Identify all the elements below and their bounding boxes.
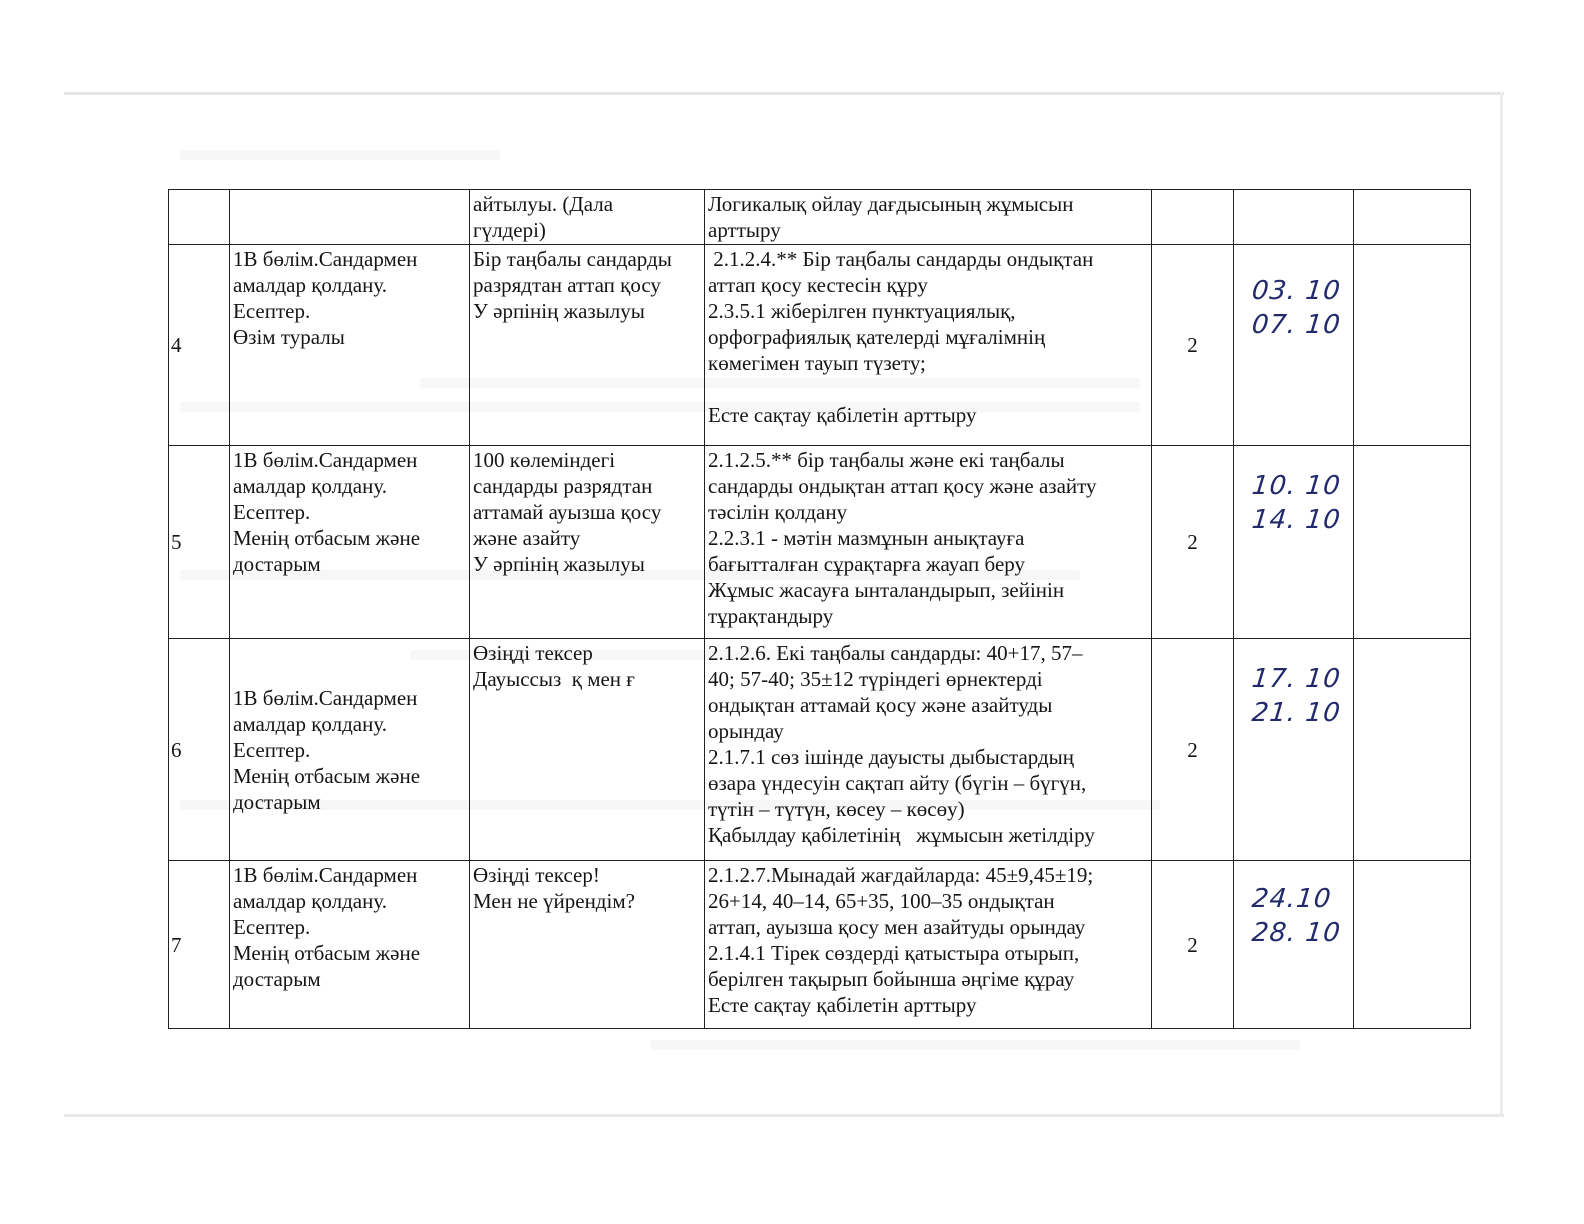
handwritten-date: 21. 10 <box>1250 698 1343 728</box>
section-cell: 1В бөлім.Сандармен амалдар қолдану. Есептер. Өзім туралы <box>230 245 470 446</box>
row-number <box>169 190 230 245</box>
table-row <box>169 245 1471 446</box>
handwritten-date: 28. 10 <box>1250 918 1343 948</box>
scan-edge-right <box>1500 92 1503 1117</box>
dates-cell <box>1234 861 1354 1029</box>
section-cell: 1В бөлім.Сандармен амалдар қолдану. Есептер. Менің отбасым және достарым <box>230 446 470 639</box>
notes-cell <box>1354 245 1471 446</box>
handwritten-date: 24.10 <box>1250 884 1334 914</box>
objectives-cell: Логикалық ойлау дағдысының жұмысын арттыру <box>705 190 1152 245</box>
handwritten-date: 14. 10 <box>1250 505 1343 535</box>
section-cell: 1В бөлім.Сандармен амалдар қолдану. Есептер. Менің отбасым және достарым <box>230 639 470 861</box>
dates-cell <box>1234 639 1354 861</box>
dates-cell <box>1234 446 1354 639</box>
row-number: 5 <box>169 446 230 639</box>
handwritten-date: 17. 10 <box>1250 664 1343 694</box>
hours-cell: 2 <box>1152 861 1234 1029</box>
table-row <box>169 190 1471 245</box>
dates-cell <box>1234 245 1354 446</box>
row-number: 7 <box>169 861 230 1029</box>
scan-edge-top <box>64 92 1504 95</box>
hours-cell: 2 <box>1152 639 1234 861</box>
dates-cell <box>1234 190 1354 245</box>
blank-line <box>708 376 1148 402</box>
topic-cell: Бір таңбалы сандарды разрядтан аттап қосу У әрпінің жазылуы <box>470 245 705 446</box>
topic-cell: Өзіңді тексер Дауыссыз қ мен ғ <box>470 639 705 861</box>
scan-edge-bottom <box>64 1114 1504 1117</box>
topic-cell: 100 көлеміндегі сандарды разрядтан аттамай ауызша қосу және азайту У әрпінің жазылуы <box>470 446 705 639</box>
hours-cell: 2 <box>1152 245 1234 446</box>
objectives-cell: 2.1.2.4.** Бір таңбалы сандарды ондықтан аттап қосу кестесін құру 2.3.5.1 жіберілген пунктуациялық, орфографиялық қателерді мұғалімнің көмегімен тауып түзету; Есте сақтау қабілетін арттыру <box>705 245 1152 446</box>
table-row <box>169 639 1471 861</box>
topic-cell: айтылуы. (Дала гүлдері) <box>470 190 705 245</box>
row-number: 6 <box>169 639 230 861</box>
objectives-cell: 2.1.2.6. Екі таңбалы сандарды: 40+17, 57– 40; 57-40; 35±12 түріндегі өрнектерді ондықтан аттамай қосу және азайтуды орындау 2.1.7.1 сөз ішінде дауысты дыбыстардың өзара үндесуін сақтап айту (бүгін – бүгүн, түтін – түтүн, көсеу – көсөу) Қабылдау қабілетінің жұмысын жетілдіру <box>705 639 1152 861</box>
notes-cell <box>1354 446 1471 639</box>
row-number: 4 <box>169 245 230 446</box>
lesson-plan-table <box>168 189 1471 1029</box>
objectives-cell: 2.1.2.7.Мынадай жағдайларда: 45±9,45±19; 26+14, 40–14, 65+35, 100–35 ондықтан аттап, ауызша қосу мен азайтуды орындау 2.1.4.1 Тірек сөздерді қатыстыра отырып, берілген тақырып бойынша әңгіме құрау Есте сақтау қабілетін арттыру <box>705 861 1152 1029</box>
section-cell <box>230 190 470 245</box>
notes-cell <box>1354 639 1471 861</box>
section-cell: 1В бөлім.Сандармен амалдар қолдану. Есептер. Менің отбасым және достарым <box>230 861 470 1029</box>
table-row <box>169 446 1471 639</box>
notes-cell <box>1354 190 1471 245</box>
notes-cell <box>1354 861 1471 1029</box>
handwritten-date: 03. 10 <box>1250 276 1343 306</box>
handwritten-date: 07. 10 <box>1250 310 1343 340</box>
table-row <box>169 861 1471 1029</box>
hours-cell: 2 <box>1152 446 1234 639</box>
handwritten-date: 10. 10 <box>1250 471 1343 501</box>
objectives-cell: 2.1.2.5.** бір таңбалы және екі таңбалы сандарды ондықтан аттап қосу және азайту тәсілін қолдану 2.2.3.1 - мәтін мазмұнын анықтауға бағытталған сұрақтарға жауап беру Жұмыс жасауға ынталандырып, зейінін тұрақтандыру <box>705 446 1152 639</box>
topic-cell: Өзіңді тексер! Мен не үйрендім? <box>470 861 705 1029</box>
hours-cell <box>1152 190 1234 245</box>
